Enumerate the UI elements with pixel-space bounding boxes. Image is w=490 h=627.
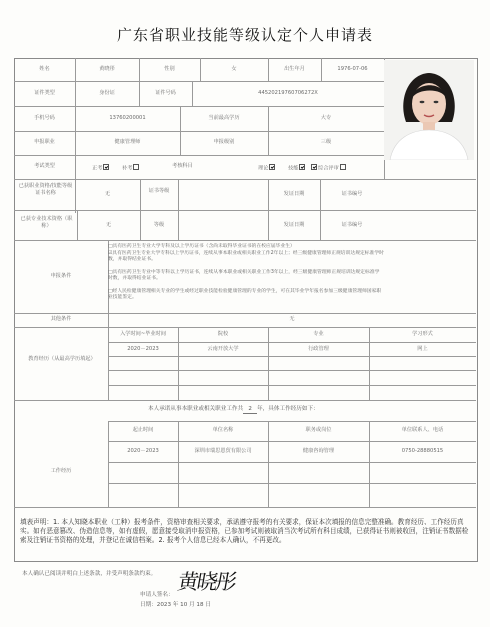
applicant-photo [384,60,474,160]
confirm-text: 本人确认已阅读并明白上述条款，并受声明条款约束。 [22,571,157,577]
checkbox-checked-icon [103,164,109,170]
birth-value: 1976-07-06 [337,66,368,72]
title-no-label: 证书编号 [341,222,363,228]
work-label: 工作经历 [50,468,72,474]
condition-item: □具有医药卫生专业中等专科以上学历证书，连续从事本职业或相关职业工作3年以上，经三级健康管理师正规培训达规定标准学时数，并取得结业证书。 [108,270,380,282]
cert-grade-label: 证书等级 [148,188,170,194]
edu-row-school: 云南开放大学 [207,346,239,352]
edu-label: 当前最高学历 [208,115,240,121]
exam-subject-label: 考核科目 [172,163,193,169]
checkbox-checked-icon [269,164,275,170]
exam-normal-option[interactable]: 正考 [92,164,110,172]
exam-comprehensive-option[interactable]: 综合评审 [310,164,347,172]
special-label: 其他条件 [50,316,72,322]
occupation-label: 申报职业 [34,139,55,145]
id-type-value: 身份证 [99,90,115,96]
work-header-contact: 单位联系人、电话 [401,427,444,433]
phone-value: 13760200001 [109,115,146,121]
work-header-position: 职务或岗位 [305,427,332,433]
work-intro: 本人承诺从事本职业或相关职业工作共 2 年，具体工作经历如下： [148,406,319,412]
title-value: 无 [105,222,112,228]
work-row-position: 健康咨询管理 [302,448,335,454]
condition-item: □具有医药卫生专业大学专科及以上学历证书（含尚未取得毕业证书的在校应届毕业生） [108,244,295,249]
cert-value: 无 [104,191,111,197]
id-type-label: 证件类型 [34,90,55,96]
handwritten-signature: 黄晓彤 [175,570,237,594]
work-row-company: 深圳市瑞思恩贸有限公司 [194,448,252,454]
edu-row-major: 行政管理 [308,346,329,352]
id-no-label: 证件号码 [155,90,176,96]
cert-label: 已获职业资格/技能等级证书名称 [18,183,73,196]
name-label: 姓名 [39,66,50,72]
title-label: 已获专业技术资格（职称） [20,216,73,229]
work-row-contact: 0750-28880515 [401,448,444,454]
occupation-value: 健康管理师 [114,139,141,145]
level-value: 三级 [320,139,332,145]
exam-skill-option[interactable]: 技能 [288,164,306,172]
condition-item: □经人民检健康管理相关专业的学生或经过职业技能检验健康管理的专业的学生，可在其毕业学年报名参加三级健康管理师国家职业技能鉴定。 [108,289,382,301]
gender-value: 女 [231,66,237,72]
form-title: 广东省职业技能等级认定个人申请表 [116,26,373,44]
signature-label: 申请人签名： [140,592,174,598]
checkbox-empty-icon [133,164,139,170]
edu-header-school: 院校 [217,331,229,337]
edu-header-period: 入学时间~毕业时间 [120,331,166,337]
edu-row-mode: 网上 [417,346,428,352]
title-date-label: 发证日期 [283,222,305,228]
cert-no-label: 证书编号 [341,191,363,197]
phone-label: 手机号码 [34,115,55,121]
edu-header-mode: 学习形式 [412,331,433,337]
exam-makeup-option[interactable]: 补考 [122,164,140,172]
gender-label: 性别 [164,66,175,72]
conditions-label: 申报条件 [50,273,72,279]
edu-header-major: 专业 [313,331,324,337]
id-no-value: 44520219760706272X [258,90,318,96]
level-label: 申报级别 [213,139,235,145]
exam-theory-option[interactable]: 理论 [258,164,276,172]
exam-type-label: 考试类型 [34,163,55,169]
work-row-period: 2020－2023 [127,448,159,454]
edu-value: 大专 [320,115,332,121]
work-header-period: 起止时间 [132,427,154,433]
education-label: 教育经历（从最高学历填起） [28,356,96,362]
edu-row-period: 2020－2023 [127,346,159,352]
condition-item-selected: ☑具有医药卫生专业大学专科以上学历证书，连续从事本职业或相关职业工作2年以上；经三级健康管理师正规培训达规定标准学时数，并取得结业证书。 [108,251,384,263]
title-grade-label: 等级 [153,222,165,228]
signature-date: 日期：2023 年 10 月 18 日 [140,602,211,608]
name-value: 黄晓彤 [99,66,115,72]
cert-date-label: 发证日期 [283,191,305,197]
work-header-company: 单位名称 [212,427,234,433]
checkbox-checked-icon [311,164,317,170]
checkbox-checked-icon [299,164,305,170]
checkbox-empty-icon [340,164,346,170]
birth-label: 出生年月 [284,66,305,72]
declaration-text: 填表声明：1. 本人知晓本职业（工种）报考条件，资格审查相关要求，承诺遵守报考的有关要求，保证本次填报的信息完整准确。教育经历、工作经历真实。如有恶意篡改、伪造信息等，如有虚假，愿意接受取消申报资格，已参加考试则被取消当次考试所有科目成绩，已获得证书则被收回，注销证书数据检索及注销证书资格的处理，并登记在诚信档案。2. 报考个人信息已经本人确认，不再更改。 [20,518,469,545]
special-value: 无 [289,316,295,322]
